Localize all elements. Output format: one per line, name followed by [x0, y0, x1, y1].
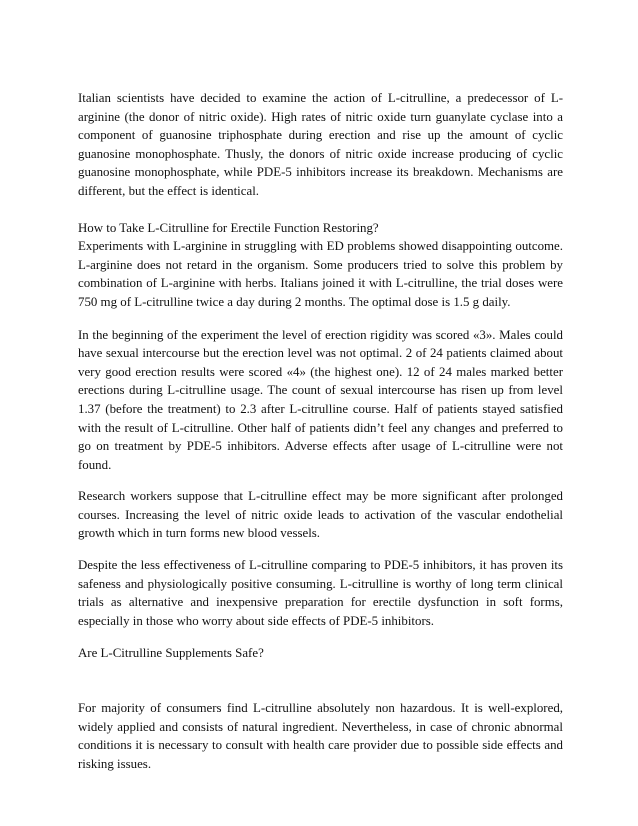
document-page [78, 89, 563, 773]
section-heading-safety: Are L-Citrulline Supplements Safe? [78, 646, 264, 661]
paragraph-conclusion: Despite the less effectiveness of L-citrulline comparing to PDE-5 inhibitors, it has proven its safeness and physiologically positive consuming. L-citrulline is worthy of long term clinical trials as alternative and inexpensive preparation for erectile dysfunction in soft forms, especially in those who worry about side effects of PDE-5 inhibitors. [78, 558, 563, 628]
section-heading-dosage: How to Take L-Citrulline for Erectile Function Restoring? [78, 220, 379, 235]
paragraph-experiments: Experiments with L-arginine in struggling with ED problems showed disappointing outcome. L-arginine does not retard in the organism. Some producers tried to solve this problem by combination of L-arginine with herbs. Italians joined it with L-citrulline, the trial doses were 750 mg of L-citrulline twice a day during 2 months. The optimal dose is 1.5 g daily. [78, 239, 563, 309]
section-dosage [78, 219, 563, 312]
paragraph-results: In the beginning of the experiment the level of erection rigidity was scored «3». Males could have sexual intercourse but the erection level was not optimal. 2 of 24 patients claimed about very good erection results were scored «4» (the highest one). 12 of 24 males marked better erections during L-citrulline usage. The count of sexual intercourse has risen up from level 1.37 (before the treatment) to 2.3 after L-citrulline course. Half of patients stayed satisfied with the result of L-citrulline. Other half of patients didn’t feel any changes and preferred to go on treatment by PDE-5 inhibitors. Adverse effects after usage of L-citrulline were not found. [78, 327, 563, 472]
paragraph-intro: Italian scientists have decided to examine the action of L-citrulline, a predecessor of L-arginine (the donor of nitric oxide). High rates of nitric oxide turn guanylate cyclase into a component of guanosine triphosphate during erection and rise up the amount of cyclic guanosine monophosphate. Thusly, the donors of nitric oxide increase producing of cyclic guanosine monophosphate, while PDE-5 inhibitors increase its breakdown. Mechanisms are different, but the effect is identical. [78, 91, 563, 198]
paragraph-research: Research workers suppose that L-citrulline effect may be more significant after prolonged courses. Increasing the level of nitric oxide leads to activation of the vascular endothelial growth which in turn forms new blood vessels. [78, 489, 563, 541]
paragraph-safety: For majority of consumers find L-citrulline absolutely non hazardous. It is well-explored, widely applied and consists of natural ingredient. Nevertheless, in case of chronic abnormal conditions it is necessary to consult with health care provider due to possible side effects and risking issues. [78, 701, 563, 771]
